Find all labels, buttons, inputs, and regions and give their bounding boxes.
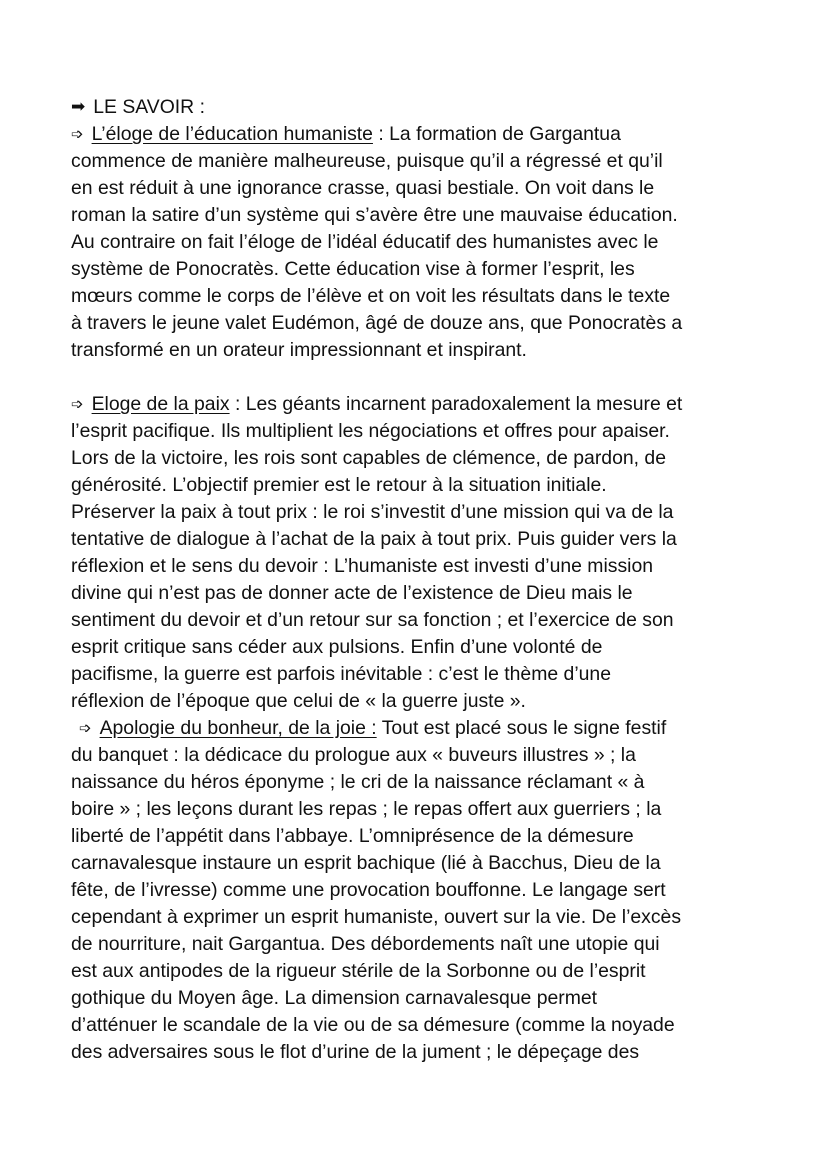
paragraph-1-lead: : La formation de Gargantua bbox=[372, 123, 621, 145]
paragraph-line: cependant à exprimer un esprit humaniste, ouvert sur la vie. De l’excès bbox=[71, 906, 682, 928]
paragraph-2-lead: : Les géants incarnent paradoxalement la mesure et bbox=[229, 393, 683, 415]
paragraph-line: réflexion et le sens du devoir : L’humaniste est investi d’une mission bbox=[71, 555, 654, 577]
paragraph-line: en est réduit à une ignorance crasse, quasi bestiale. On voit dans le bbox=[71, 177, 655, 199]
paragraph-line: transformé en un orateur impressionnant et inspirant. bbox=[71, 339, 527, 361]
paragraph-line: fête, de l’ivresse) comme une provocation bouffonne. Le langage sert bbox=[71, 879, 666, 901]
paragraph-line: tentative de dialogue à l’achat de la paix à tout prix. Puis guider vers la bbox=[71, 528, 677, 550]
paragraph-line: de nourriture, nait Gargantua. Des débordements naît une utopie qui bbox=[71, 933, 660, 955]
paragraph-line: divine qui n’est pas de donner acte de l’existence de Dieu mais le bbox=[71, 582, 633, 604]
paragraph-line: d’atténuer le scandale de la vie ou de sa démesure (comme la noyade bbox=[71, 1014, 675, 1036]
paragraph-line: des adversaires sous le flot d’urine de la jument ; le dépeçage des bbox=[71, 1041, 640, 1063]
paragraph-3-lead: Tout est placé sous le signe festif bbox=[376, 717, 667, 739]
outlined-right-arrow-icon: ➩ bbox=[79, 719, 92, 737]
paragraph-line: Lors de la victoire, les rois sont capables de clémence, de pardon, de bbox=[71, 447, 666, 469]
heading-text: LE SAVOIR : bbox=[93, 96, 205, 118]
paragraph-line: à travers le jeune valet Eudémon, âgé de douze ans, que Ponocratès a bbox=[71, 312, 683, 334]
paragraph-line: gothique du Moyen âge. La dimension carnavalesque permet bbox=[71, 987, 598, 1009]
heavy-right-arrow-icon: ➡ bbox=[71, 97, 86, 117]
paragraph-line: roman la satire d’un système qui s’avère être une mauvaise éducation. bbox=[71, 204, 678, 226]
paragraph-line: carnavalesque instaure un esprit bachique (lié à Bacchus, Dieu de la bbox=[71, 852, 661, 874]
paragraph-1-first-line bbox=[71, 121, 761, 148]
paragraph-line: du banquet : la dédicace du prologue aux « buveurs illustres » ; la bbox=[71, 744, 636, 766]
paragraph-3-title: Apologie du bonheur, de la joie : bbox=[99, 717, 377, 739]
paragraph-line: Au contraire on fait l’éloge de l’idéal éducatif des humanistes avec le bbox=[71, 231, 659, 253]
paragraph-line: est aux antipodes de la rigueur stérile de la Sorbonne ou de l’esprit bbox=[71, 960, 646, 982]
outlined-right-arrow-icon: ➩ bbox=[71, 125, 84, 143]
paragraph-line: Préserver la paix à tout prix : le roi s’investit d’une mission qui va de la bbox=[71, 501, 674, 523]
paragraph-line: mœurs comme le corps de l’élève et on voit les résultats dans le texte bbox=[71, 285, 671, 307]
paragraph-line: esprit critique sans céder aux pulsions. Enfin d’une volonté de bbox=[71, 636, 603, 658]
paragraph-line: liberté de l’appétit dans l’abbaye. L’omniprésence de la démesure bbox=[71, 825, 634, 847]
outlined-right-arrow-icon: ➩ bbox=[71, 395, 84, 413]
section-heading bbox=[71, 94, 761, 121]
document-body bbox=[71, 94, 761, 1066]
paragraph-2-first-line bbox=[71, 391, 761, 418]
paragraph-3-first-line bbox=[71, 715, 761, 742]
paragraph-spacer bbox=[71, 364, 761, 391]
paragraph-2-title: Eloge de la paix bbox=[91, 393, 230, 415]
paragraph-line: l’esprit pacifique. Ils multiplient les négociations et offres pour apaiser. bbox=[71, 420, 670, 442]
paragraph-line: réflexion de l’époque que celui de « la guerre juste ». bbox=[71, 690, 526, 712]
paragraph-line: générosité. L’objectif premier est le retour à la situation initiale. bbox=[71, 474, 607, 496]
paragraph-1-title: L’éloge de l’éducation humaniste bbox=[91, 123, 373, 145]
paragraph-line: commence de manière malheureuse, puisque qu’il a régressé et qu’il bbox=[71, 150, 663, 172]
paragraph-line: système de Ponocratès. Cette éducation vise à former l’esprit, les bbox=[71, 258, 635, 280]
paragraph-line: boire » ; les leçons durant les repas ; le repas offert aux guerriers ; la bbox=[71, 798, 662, 820]
paragraph-line: pacifisme, la guerre est parfois inévitable : c’est le thème d’une bbox=[71, 663, 611, 685]
paragraph-line: naissance du héros éponyme ; le cri de la naissance réclamant « à bbox=[71, 771, 645, 793]
paragraph-line: sentiment du devoir et d’un retour sur sa fonction ; et l’exercice de son bbox=[71, 609, 674, 631]
